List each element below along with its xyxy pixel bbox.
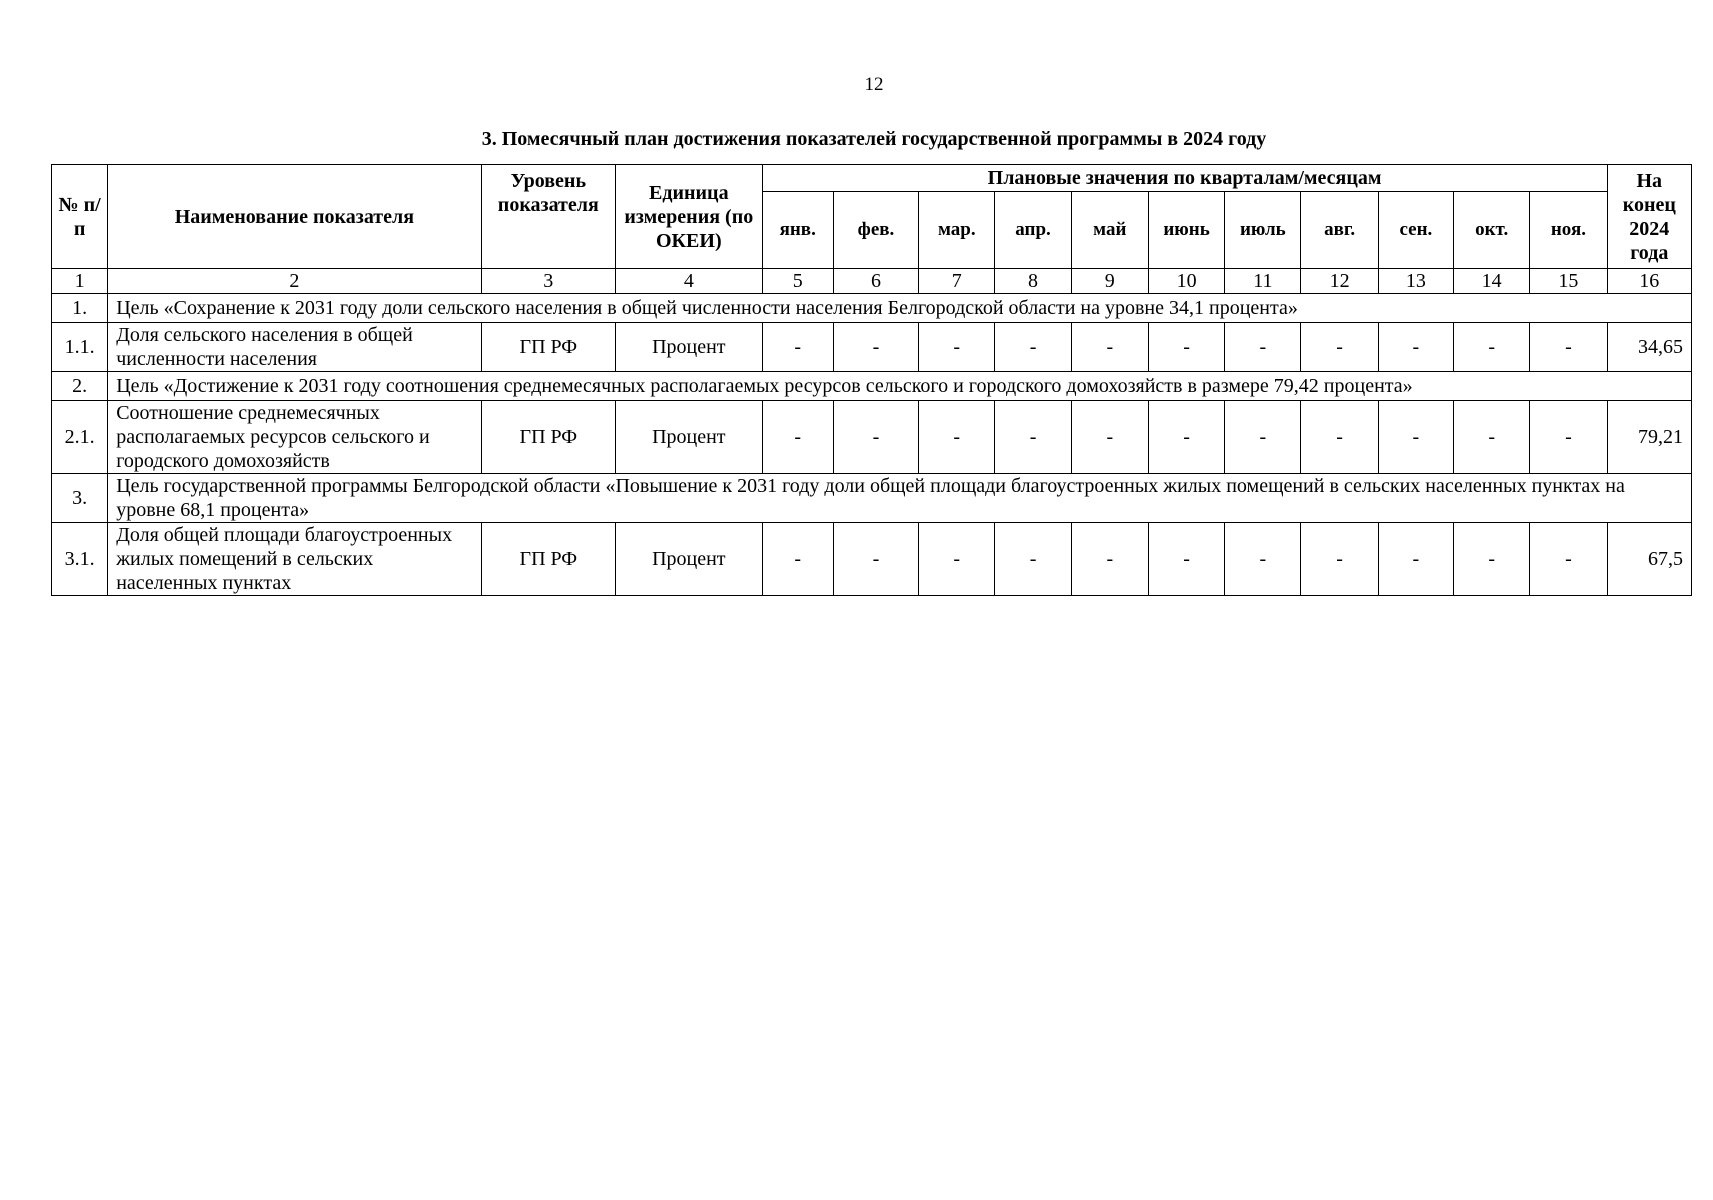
column-number-9: 9	[1071, 269, 1148, 294]
column-number-7: 7	[919, 269, 995, 294]
month-value-4: -	[995, 523, 1071, 596]
goal-row	[52, 294, 1692, 323]
month-value-6: -	[1148, 323, 1224, 372]
month-value-7: -	[1225, 323, 1301, 372]
indicator-name: Доля общей площади благоустроенных жилых помещений в сельских населенных пунктах	[108, 523, 481, 596]
month-value-2: -	[833, 401, 918, 474]
indicator-unit: Процент	[616, 323, 763, 372]
indicator-unit: Процент	[616, 401, 763, 474]
indicator-name: Доля сельского населения в общей численности населения	[108, 323, 481, 372]
column-number-15: 15	[1530, 269, 1607, 294]
indicator-level: ГП РФ	[481, 523, 615, 596]
header-month-11: ноя.	[1530, 192, 1607, 269]
month-value-11: -	[1530, 523, 1607, 596]
month-value-1: -	[762, 323, 833, 372]
month-value-9: -	[1378, 323, 1453, 372]
month-value-10: -	[1454, 401, 1530, 474]
month-value-1: -	[762, 401, 833, 474]
month-value-6: -	[1148, 523, 1224, 596]
column-number-13: 13	[1378, 269, 1453, 294]
month-value-5: -	[1071, 523, 1148, 596]
indicator-row	[52, 401, 1692, 474]
month-value-3: -	[919, 523, 995, 596]
indicator-unit: Процент	[616, 523, 763, 596]
goal-row	[52, 474, 1692, 523]
end-of-year-value: 34,65	[1607, 323, 1691, 372]
month-value-3: -	[919, 323, 995, 372]
month-value-3: -	[919, 401, 995, 474]
header-month-4: апр.	[995, 192, 1071, 269]
header-month-9: сен.	[1378, 192, 1453, 269]
column-number-5: 5	[762, 269, 833, 294]
row-number: 1.	[52, 294, 108, 323]
row-number: 3.	[52, 474, 108, 523]
month-value-4: -	[995, 323, 1071, 372]
indicator-name: Соотношение среднемесячных располагаемых ресурсов сельского и городского домохозяйств	[108, 401, 481, 474]
column-number-12: 12	[1301, 269, 1378, 294]
goal-text: Цель «Сохранение к 2031 году доли сельского населения в общей численности населения Белгородской области на уровне 34,1 процента»	[108, 294, 1692, 323]
header-month-6: июнь	[1148, 192, 1224, 269]
column-number-6: 6	[833, 269, 918, 294]
indicator-level: ГП РФ	[481, 401, 615, 474]
month-value-5: -	[1071, 323, 1148, 372]
month-value-2: -	[833, 323, 918, 372]
month-value-1: -	[762, 523, 833, 596]
month-value-11: -	[1530, 323, 1607, 372]
header-month-5: май	[1071, 192, 1148, 269]
month-value-11: -	[1530, 401, 1607, 474]
row-number: 3.1.	[52, 523, 108, 596]
header-num: № п/п	[52, 165, 108, 269]
month-value-2: -	[833, 523, 918, 596]
header-month-10: окт.	[1454, 192, 1530, 269]
month-value-10: -	[1454, 323, 1530, 372]
month-value-4: -	[995, 401, 1071, 474]
end-of-year-value: 67,5	[1607, 523, 1691, 596]
row-number: 2.1.	[52, 401, 108, 474]
column-number-2: 2	[108, 269, 481, 294]
header-plan-group: Плановые значения по кварталам/месяцам	[762, 165, 1607, 192]
column-number-11: 11	[1225, 269, 1301, 294]
header-end-of-year: На конец 2024 года	[1607, 165, 1691, 269]
goal-row	[52, 372, 1692, 401]
header-month-3: мар.	[919, 192, 995, 269]
month-value-7: -	[1225, 523, 1301, 596]
month-value-9: -	[1378, 401, 1453, 474]
month-value-5: -	[1071, 401, 1148, 474]
month-value-8: -	[1301, 401, 1378, 474]
indicator-level: ГП РФ	[481, 323, 615, 372]
column-number-10: 10	[1148, 269, 1224, 294]
column-number-8: 8	[995, 269, 1071, 294]
header-month-8: авг.	[1301, 192, 1378, 269]
header-unit: Единица измерения (по ОКЕИ)	[616, 165, 763, 269]
header-name: Наименование показателя	[108, 165, 481, 269]
page-number: 12	[864, 74, 884, 95]
month-value-10: -	[1454, 523, 1530, 596]
indicator-row	[52, 323, 1692, 372]
indicator-row	[52, 523, 1692, 596]
goal-text: Цель государственной программы Белгородской области «Повышение к 2031 году доли общей площади благоустроенных жилых помещений в сельских населенных пунктах на уровне 68,1 процента»	[108, 474, 1692, 523]
header-month-1: янв.	[762, 192, 833, 269]
row-number: 2.	[52, 372, 108, 401]
header-month-7: июль	[1225, 192, 1301, 269]
row-number: 1.1.	[52, 323, 108, 372]
column-number-3: 3	[481, 269, 615, 294]
month-value-6: -	[1148, 401, 1224, 474]
column-number-1: 1	[52, 269, 108, 294]
month-value-8: -	[1301, 523, 1378, 596]
goal-text: Цель «Достижение к 2031 году соотношения среднемесячных располагаемых ресурсов сельского и городского домохозяйств в размере 79,42 процента»	[108, 372, 1692, 401]
month-value-9: -	[1378, 523, 1453, 596]
month-value-7: -	[1225, 401, 1301, 474]
month-value-8: -	[1301, 323, 1378, 372]
column-number-16: 16	[1607, 269, 1691, 294]
document-title: 3. Помесячный план достижения показателей государственной программы в 2024 году	[481, 128, 1267, 150]
monthly-plan-table	[51, 164, 1692, 596]
column-number-4: 4	[616, 269, 763, 294]
header-level: Уровень показателя	[481, 165, 615, 269]
header-month-2: фев.	[833, 192, 918, 269]
column-number-row	[52, 269, 1692, 294]
end-of-year-value: 79,21	[1607, 401, 1691, 474]
column-number-14: 14	[1454, 269, 1530, 294]
